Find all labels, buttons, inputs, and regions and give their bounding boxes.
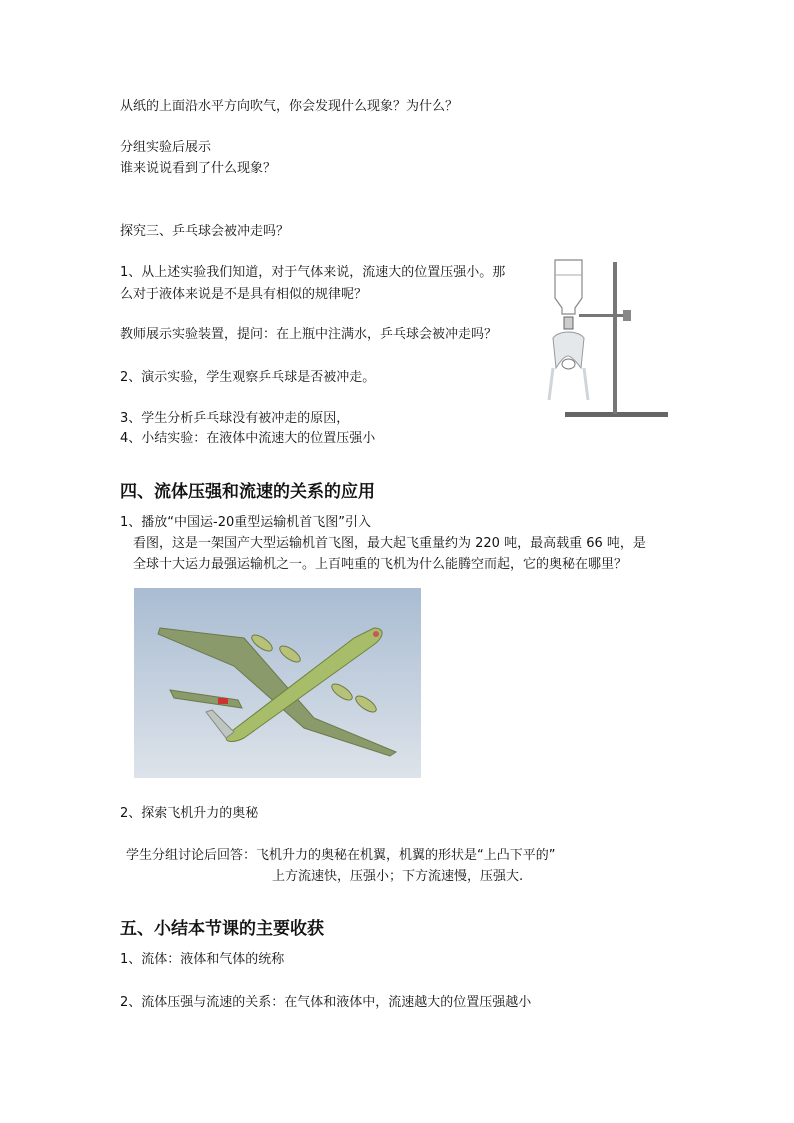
inverted-bottle: [555, 260, 582, 314]
explore3-title: 探究三、乒乓球会被冲走吗？: [120, 224, 290, 239]
section4-item-2: 2、探索飞机升力的奥秘: [120, 806, 259, 821]
explore3-paragraph-1b: 么对于液体来说是不是具有相似的规律呢？: [120, 287, 368, 302]
intro-line-2: 分组实验后展示: [120, 140, 212, 155]
section4-heading: 四、流体压强和流速的关系的应用: [120, 482, 375, 502]
section5-item-2: 2、流体压强与流速的关系：在气体和液体中，流速越大的位置压强越小: [120, 995, 532, 1010]
section5-heading: 五、小结本节课的主要收获: [120, 919, 324, 939]
explore3-paragraph-1a: 1、从上述实验我们知道，对于气体来说，流速大的位置压强小。那: [120, 265, 506, 280]
section4-description-2: 全球十大运力最强运输机之一。上百吨重的飞机为什么能腾空而起，它的奥秘在哪里？: [133, 557, 628, 572]
explore3-paragraph-5: 4、小结实验：在液体中流速大的位置压强小: [120, 431, 376, 446]
explore3-paragraph-3: 2、演示实验，学生观察乒乓球是否被冲走。: [120, 370, 376, 385]
section4-item-1: 1、播放“中国运-20重型运输机首飞图”引入: [120, 515, 371, 530]
explore3-paragraph-2: 教师展示实验装置，提问：在上瓶中注满水，乒乓球会被冲走吗？: [120, 327, 498, 342]
section4-answer-1: 学生分组讨论后回答：飞机升力的奥秘在机翼，机翼的形状是“上凸下平的”: [126, 848, 556, 863]
clamp-arm: [579, 314, 627, 317]
section5-item-1: 1、流体：液体和气体的统称: [120, 952, 285, 967]
clamp-knob: [623, 310, 631, 321]
intro-line-1: 从纸的上面沿水平方向吹气，你会发现什么现象？为什么？: [120, 99, 459, 114]
intro-line-3: 谁来说说看到了什么现象？: [120, 161, 277, 176]
experiment-apparatus-illustration: [545, 250, 670, 422]
bottle-neck: [564, 317, 573, 329]
ping-pong-ball: [562, 359, 575, 369]
section4-description-1: 看图，这是一架国产大型运输机首飞图，最大起飞重量约为 220 吨，最高载重 66 吨，是: [133, 536, 646, 551]
section4-answer-2: 上方流速快，压强小；下方流速慢，压强大.: [272, 869, 524, 884]
stand-pole: [613, 262, 617, 414]
y20-airplane-photo: [134, 588, 421, 778]
explore3-paragraph-4: 3、学生分析乒乓球没有被冲走的原因，: [120, 411, 350, 426]
